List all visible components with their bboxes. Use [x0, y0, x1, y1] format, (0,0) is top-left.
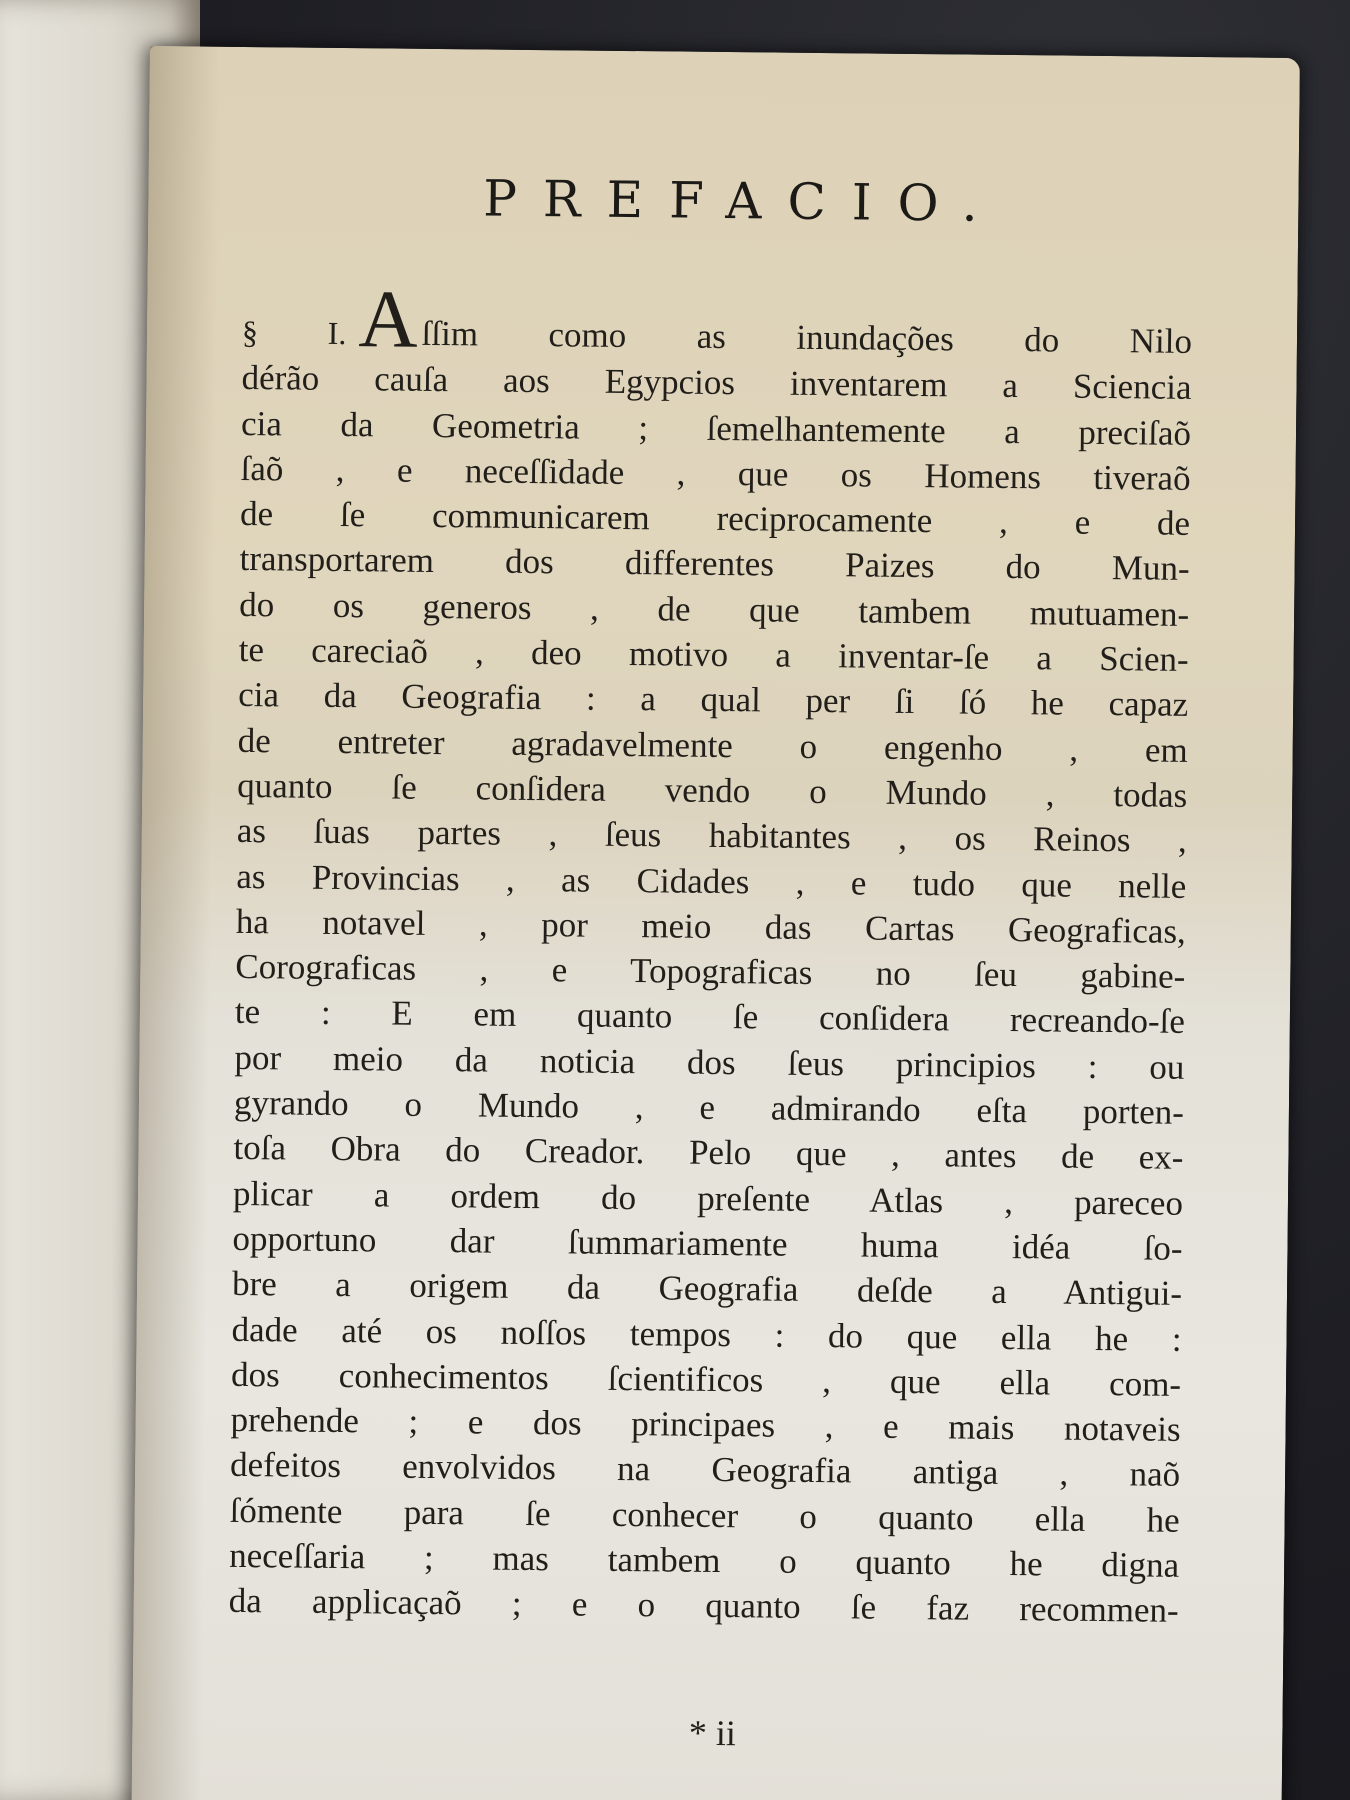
- text-line: dos conhecimentos ſcientificos , que ella com-: [230, 1354, 1182, 1404]
- text-line: cia da Geometria ; ſemelhantemente a preciſaõ: [240, 403, 1192, 453]
- page-number: * ii: [688, 1712, 737, 1754]
- text-line: do os generos , de que tambem mutuamen-: [238, 584, 1190, 634]
- page-title: PREFACIO.: [483, 169, 1004, 233]
- text-line: dérão cauſa aos Egypcios inventarem a Sciencia: [241, 358, 1192, 408]
- preface-text: [228, 273, 1193, 1633]
- text-line: gyrando o Mundo , e admirando eſta porten-: [233, 1082, 1185, 1132]
- text-line: de entreter agradavelmente o engenho , em: [237, 720, 1188, 770]
- text-line: plicar a ordem do preſente Atlas , pareceo: [232, 1173, 1184, 1223]
- text-line: ſómente para ſe conhecer o quanto ella he: [229, 1490, 1180, 1540]
- text-line: quanto ſe conſidera vendo o Mundo , todas: [237, 765, 1188, 815]
- text-line: Corograficas , e Topograficas no ſeu gabine-: [235, 947, 1186, 997]
- text-line: as Provincias , as Cidades , e tudo que nelle: [236, 856, 1187, 906]
- text-line: toſa Obra do Creador. Pelo que , antes de ex-: [233, 1128, 1184, 1178]
- text-line: defeitos envolvidos na Geografia antiga , naõ: [229, 1445, 1181, 1495]
- text-line: neceſſaria ; mas tambem o quanto he digna: [229, 1535, 1180, 1585]
- text-line: bre a origem da Geografia deſde a Antigui-: [231, 1264, 1183, 1314]
- text-line-1-content: ſſim como as inundações do Nilo: [421, 313, 1193, 361]
- text-line: te : E em quanto ſe conſidera recreando-ſe: [234, 992, 1186, 1042]
- text-line: de ſe communicarem reciprocamente , e de: [239, 494, 1191, 544]
- text-line: por meio da noticia dos ſeus principios : ou: [234, 1037, 1185, 1087]
- text-line: as ſuas partes , ſeus habitantes , os Reinos ,: [236, 811, 1187, 861]
- text-line: ſaõ , e neceſſidade , que os Homens tiveraõ: [240, 448, 1191, 498]
- book-page: [131, 46, 1299, 1800]
- text-line: ha notavel , por meio das Cartas Geograficas,: [235, 901, 1187, 951]
- section-mark: § I.: [241, 313, 347, 352]
- text-line: da applicaçaõ ; e o quanto ſe faz recommen-: [228, 1581, 1179, 1631]
- text-line: dade até os noſſos tempos : do que ella he :: [231, 1309, 1182, 1359]
- text-line: transportarem dos differentes Paizes do Mun-: [239, 539, 1190, 589]
- text-line: cia da Geografia : a qual per ſi ſó he capaz: [238, 675, 1189, 725]
- text-line: opportuno dar ſummariamente huma idéa ſo-: [232, 1218, 1183, 1268]
- text-line: prehende ; e dos principaes , e mais notaveis: [230, 1400, 1181, 1449]
- text-line: te careciaõ , deo motivo a inventar-ſe a Scien-: [238, 630, 1189, 679]
- drop-cap: A: [358, 273, 419, 365]
